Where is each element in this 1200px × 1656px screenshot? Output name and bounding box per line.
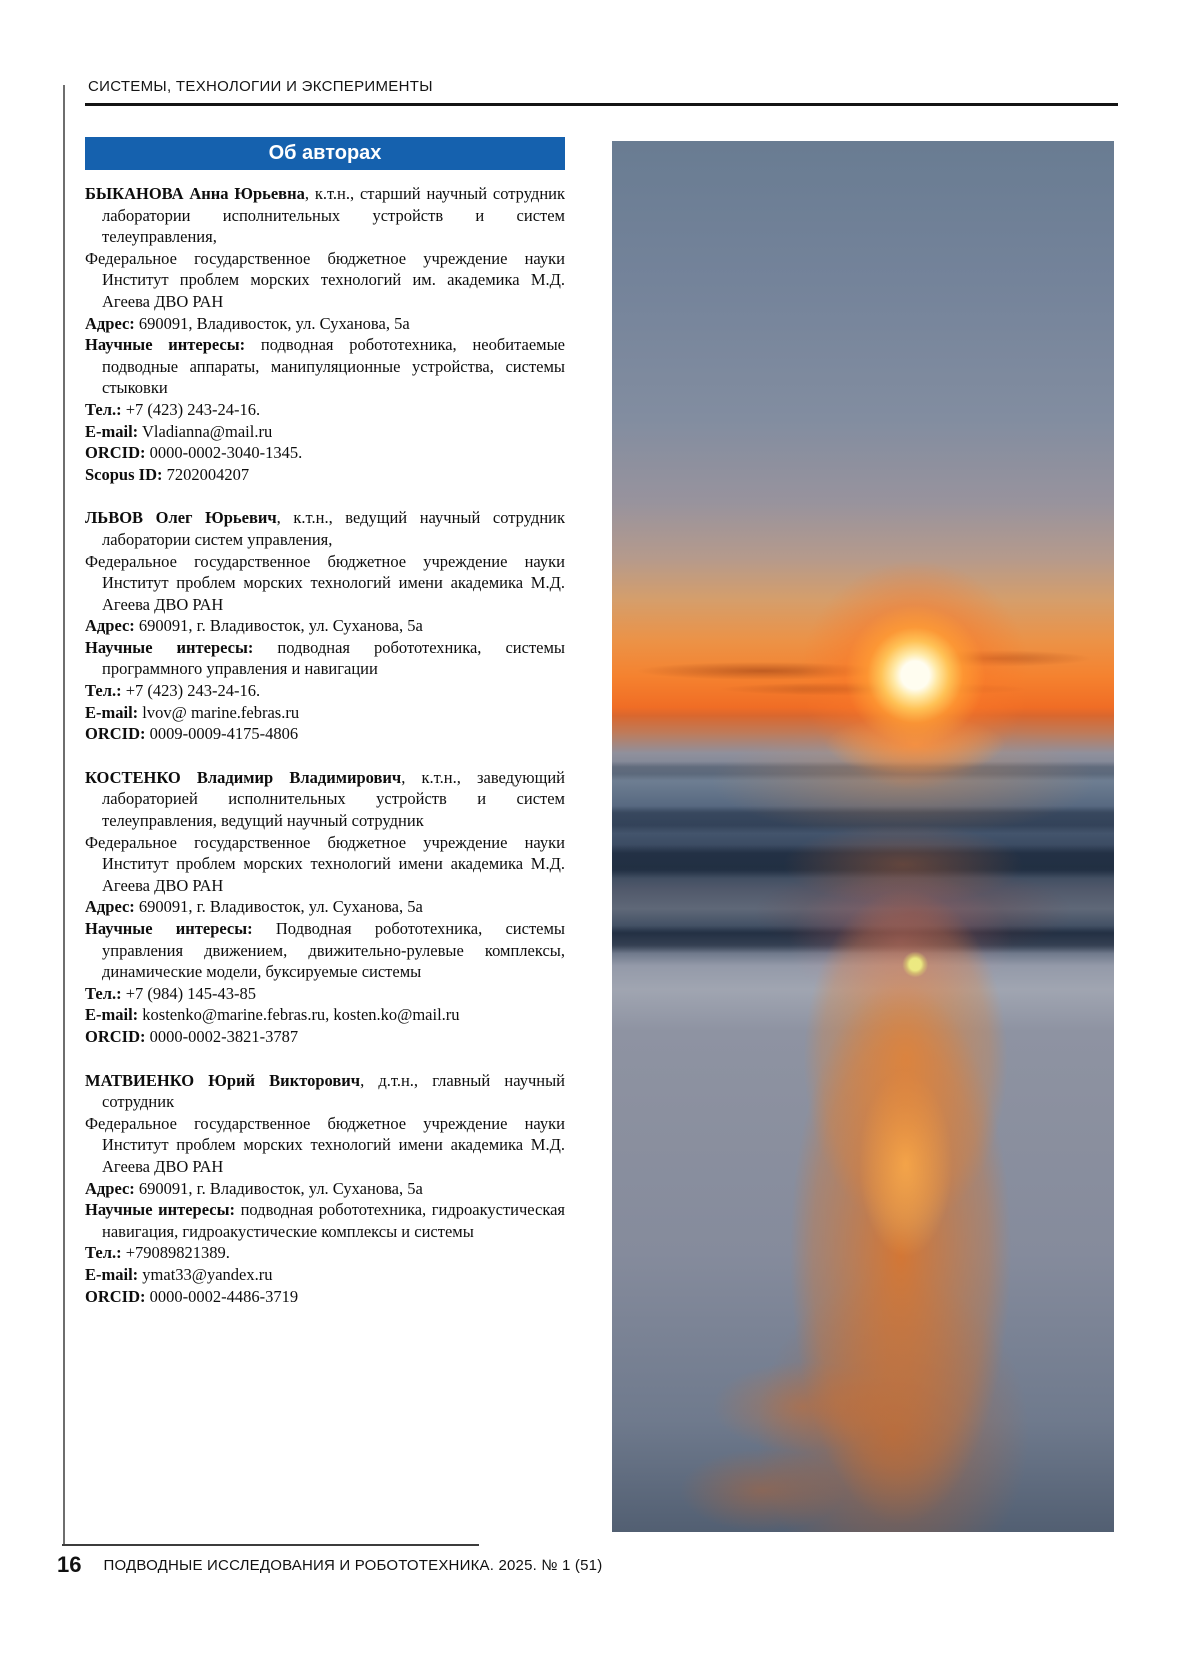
author-address-line xyxy=(85,896,565,918)
author-tel-line xyxy=(85,1242,565,1264)
email-label: E-mail: xyxy=(85,1264,139,1284)
author-email-line xyxy=(85,1264,565,1286)
author-name-line xyxy=(85,1070,565,1113)
interests-value: подводная робототехника, гидроакустическая навигация, гидроакустические комплексы и системы xyxy=(102,1200,566,1241)
email-value: ymat33@yandex.ru xyxy=(142,1264,273,1284)
interests-label: Научные интересы: xyxy=(85,335,246,355)
author-block xyxy=(85,1070,565,1308)
running-head: СИСТЕМЫ, ТЕХНОЛОГИИ И ЭКСПЕРИМЕНТЫ xyxy=(88,78,433,95)
author-block xyxy=(85,767,565,1048)
author-name: МАТВИЕНКО Юрий Викторович xyxy=(85,1070,361,1090)
author-interests-line xyxy=(85,918,565,983)
orcid-label: ORCID: xyxy=(85,443,146,463)
author-name: КОСТЕНКО Владимир Владимирович xyxy=(85,767,402,787)
author-tel-line xyxy=(85,680,565,702)
author-orcid-line xyxy=(85,723,565,745)
email-value: Vladianna@mail.ru xyxy=(142,421,273,441)
author-interests-line xyxy=(85,1199,565,1242)
address-label: Адрес: xyxy=(85,1178,135,1198)
address-value: 690091, г. Владивосток, ул. Суханова, 5а xyxy=(138,1178,423,1198)
tel-label: Тел.: xyxy=(85,1243,122,1263)
section-title-banner xyxy=(85,137,565,170)
tel-label: Тел.: xyxy=(85,399,122,419)
address-value: 690091, Владивосток, ул. Суханова, 5а xyxy=(138,313,410,333)
left-margin-rule xyxy=(63,85,65,1546)
author-role: , к.т.н., старший научный сотрудник лаборатории исполнительных устройств и систем телеуправления, xyxy=(102,184,565,247)
author-block xyxy=(85,507,565,745)
tel-label: Тел.: xyxy=(85,681,122,701)
author-email-line xyxy=(85,1004,565,1026)
address-label: Адрес: xyxy=(85,897,135,917)
journal-line: ПОДВОДНЫЕ ИССЛЕДОВАНИЯ И РОБОТОТЕХНИКА. 2025. № 1 (51) xyxy=(103,1556,603,1574)
author-interests-line xyxy=(85,334,565,399)
orcid-label: ORCID: xyxy=(85,1286,146,1306)
author-orcid-line xyxy=(85,442,565,464)
author-email-line xyxy=(85,702,565,724)
author-tel-line xyxy=(85,399,565,421)
author-name: ЛЬВОВ Олег Юрьевич xyxy=(85,508,277,528)
author-scopus-line xyxy=(85,464,565,486)
author-orcid-line xyxy=(85,1026,565,1048)
author-tel-line xyxy=(85,983,565,1005)
section-title: Об авторах xyxy=(268,142,382,164)
email-label: E-mail: xyxy=(85,702,139,722)
email-value: lvov@ marine.febras.ru xyxy=(142,702,300,722)
header-rule xyxy=(85,103,1118,106)
orcid-value: 0000-0002-3040-1345. xyxy=(149,443,303,463)
author-affiliation: Федеральное государственное бюджетное учреждение науки Институт проблем морских технологий им. академика М.Д. Агеева ДВО РАН xyxy=(85,248,565,311)
author-affiliation: Федеральное государственное бюджетное учреждение науки Институт проблем морских технологий имени академика М.Д. Агеева ДВО РАН xyxy=(85,1113,565,1176)
interests-label: Научные интересы: xyxy=(85,1200,235,1220)
author-address-line xyxy=(85,615,565,637)
interests-label: Научные интересы: xyxy=(85,637,254,657)
orcid-label: ORCID: xyxy=(85,724,146,744)
tel-value: +7 (423) 243-24-16. xyxy=(125,681,261,701)
tel-label: Тел.: xyxy=(85,983,122,1003)
authors-column xyxy=(85,183,565,1307)
author-orcid-line xyxy=(85,1286,565,1308)
author-block xyxy=(85,183,565,485)
tel-value: +7 (423) 243-24-16. xyxy=(125,399,261,419)
orcid-label: ORCID: xyxy=(85,1026,146,1046)
author-email-line xyxy=(85,421,565,443)
author-name: БЫКАНОВА Анна Юрьевна xyxy=(85,184,305,203)
author-address-line xyxy=(85,313,565,335)
address-value: 690091, г. Владивосток, ул. Суханова, 5а xyxy=(138,616,423,636)
author-interests-line xyxy=(85,637,565,680)
interests-value: подводная робототехника, необитаемые подводные аппараты, манипуляционные устройства, системы стыковки xyxy=(102,335,566,398)
author-affiliation: Федеральное государственное бюджетное учреждение науки Институт проблем морских технологий имени академика М.Д. Агеева ДВО РАН xyxy=(85,551,565,614)
scopus-value: 7202004207 xyxy=(166,464,250,484)
interests-label: Научные интересы: xyxy=(85,919,253,938)
author-role: , к.т.н., заведующий лабораторией исполнительных устройств и систем телеуправления, ведущий научный сотрудник xyxy=(102,767,565,831)
interests-value: Подводная робототехника, системы управления движением, движительно-рулевые комплексы, динамические модели, буксируемые системы xyxy=(102,919,566,982)
tel-value: +79089821389. xyxy=(125,1243,230,1263)
page-number: 16 xyxy=(57,1552,82,1577)
footer xyxy=(57,1552,602,1578)
author-address-line xyxy=(85,1178,565,1200)
tel-value: +7 (984) 145-43-85 xyxy=(125,983,256,1003)
address-label: Адрес: xyxy=(85,313,135,333)
author-affiliation: Федеральное государственное бюджетное учреждение науки Институт проблем морских технологий имени академика М.Д. Агеева ДВО РАН xyxy=(85,832,565,895)
author-name-line xyxy=(85,183,565,248)
email-value: kostenko@marine.febras.ru, kosten.ko@mail.ru xyxy=(142,1005,460,1025)
orcid-value: 0000-0002-3821-3787 xyxy=(149,1026,299,1046)
orcid-value: 0009-0009-4175-4806 xyxy=(149,724,299,744)
interests-value: подводная робототехника, системы программного управления и навигации xyxy=(102,637,566,679)
email-label: E-mail: xyxy=(85,1005,139,1025)
author-name-line xyxy=(85,767,565,832)
sunset-photo xyxy=(612,141,1114,1532)
author-role: , к.т.н., ведущий научный сотрудник лаборатории систем управления, xyxy=(102,508,565,549)
author-name-line xyxy=(85,507,565,550)
footer-rule xyxy=(62,1544,479,1546)
email-label: E-mail: xyxy=(85,421,139,441)
address-value: 690091, г. Владивосток, ул. Суханова, 5а xyxy=(138,897,423,917)
orcid-value: 0000-0002-4486-3719 xyxy=(149,1286,299,1306)
author-role: , д.т.н., главный научный сотрудник xyxy=(102,1070,565,1112)
scopus-label: Scopus ID: xyxy=(85,464,163,484)
address-label: Адрес: xyxy=(85,616,135,636)
